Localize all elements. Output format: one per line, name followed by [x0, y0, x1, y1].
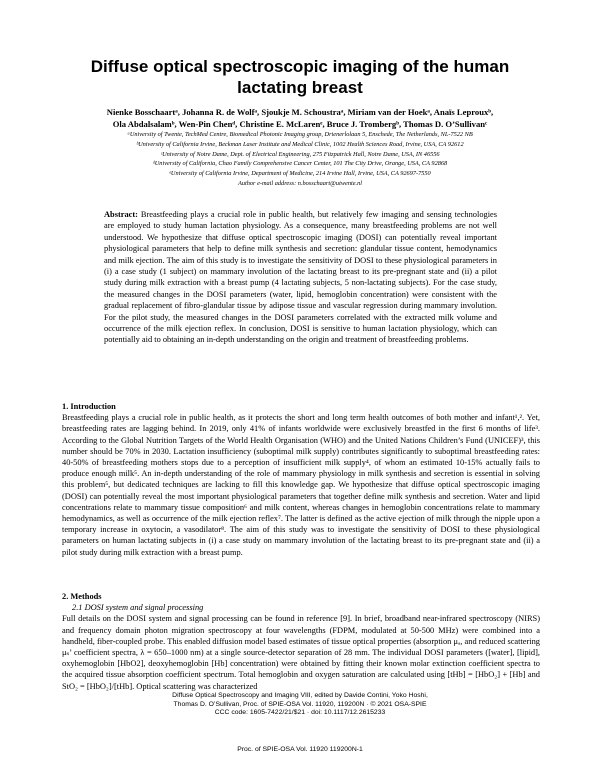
footer-line-2: Thomas D. O’Sullivan, Proc. of SPIE-OSA Vol. 11920, 119200N · © 2021 OSA-SPIE — [173, 700, 427, 708]
abstract-text: Breastfeeding plays a crucial role in public health, but relatively few imaging and sensing technologies are employed to study human lactation physiology. As a consequence, many breastfeeding problems are not well understood. We hypothesize that diffuse optical spectroscopic imaging (DOSI) can potentially reveal important physiological parameters that help to define milk synthesis and secretion: glandular tissue content, hemodynamics and milk ejection. The aim of this study is to investigate the sensitivity of DOSI to these physiological parameters in (i) a case study (1 subject) on mammary involution of the lactating breast to its pre-pregnant state and (ii) a pilot study during milk extraction with a breast pump (4 lactating subjects, 5 non-lactating subjects). For the case study, the measured changes in the DOSI parameters (water, lipid, hemoglobin concentration) were consistent with the gradual replacement of fibro-glandular tissue by adipose tissue and vascular regression during mammary involution. For the pilot study, the measured changes in the DOSI parameters correlated with the extracted milk volume and occurrence of the milk ejection reflex. In conclusion, DOSI is sensitive to human lactation physiology, which can potentially aid to obtaining an in-depth understanding on the origin and treatment of breastfeeding problems. — [104, 210, 498, 345]
footer-line-3: CCC code: 1605-7422/21/$21 · doi: 10.1117/12.2615233 — [214, 709, 386, 717]
methods-section — [62, 591, 540, 692]
title-line-2: lactating breast — [237, 78, 363, 97]
footer-line-1: Diffuse Optical Spectroscopy and Imaging VIII, edited by Davide Contini, Yoko Hoshi, — [172, 692, 428, 699]
paper-title — [60, 56, 540, 98]
affiliation-b: ᵇUniversity of California Irvine, Beckman Laser Institute and Medical Clinic, 1002 Health Sciences Road, Irvine, USA, CA 92612 — [136, 140, 464, 148]
methods-subheading: 2.1 DOSI system and signal processing — [72, 603, 204, 613]
author-list — [40, 107, 560, 130]
methods-text: Full details on the DOSI system and signal processing can be found in reference [9]. In brief, broadband near-infrared spectroscopy (NIRS) and frequency domain photon migration spectroscopy at four wavelengths (FDPM, modulated at 50-500 MHz) were combined into a handheld, fiber-coupled probe. This enabled diffusion model based estimates of tissue optical properties (absorption μₐ, and reduced scattering μₛ’ coefficient spectra, λ = 650–1000 nm) at a single source-detector separation of 28 mm. The individual DOSI parameters ([water], [lipid], oxyhemoglobin [HbO2], deoxyhemoglobin [Hb] concentration) were obtained by fitting their known molar extinction coefficient spectra to the acquired tissue absorption coefficient spectrum. Total hemoglobin and oxygen saturation are calculated using [tHb] = [HbO₂] + [Hb] and StO₂ = [HbO₂]/[tHb]. Optical scattering was characterized — [62, 614, 540, 691]
affiliations — [40, 130, 560, 189]
affiliation-c: ᶜUniversity of Notre Dame, Dept. of Electrical Engineering, 275 Fitzpatrick Hall, Notre Dame, USA, IN 46556 — [160, 150, 440, 158]
publication-footer — [60, 692, 540, 718]
author-email: Author e-mail address: n.bosschaart@utwente.nl — [238, 179, 362, 187]
affiliation-a: ᵃUniversity of Twente, TechMed Centre, Biomedical Photonic Imaging group, Drienerlolaan 5, Enschede, The Netherlands, NL-7522 NB — [127, 131, 473, 138]
page-number: Proc. of SPIE-OSA Vol. 11920 119200N-1 — [237, 746, 363, 753]
affiliation-e: ᵉUniversity of California Irvine, Department of Medicine, 214 Irvine Hall, Irvine, USA, CA 92697-7550 — [169, 170, 431, 178]
authors-line-2: Ola Abdalsalamᵇ, Wen-Pin Chenᵈ, Christine E. McLarenᵉ, Bruce J. Trombergᵇ, Thomas D. O’Sullivanᶜ — [112, 118, 488, 129]
affiliation-d: ᵈUniversity of California, Chao Family Comprehensive Cancer Center, 101 The City Drive, Orange, USA, CA 92868 — [152, 160, 448, 168]
introduction-text: Breastfeeding plays a crucial role in public health, as it protects the short and long term health outcomes of both mother and infant¹,². Yet, breastfeeding rates are lagging behind. In 2019, only 41% of infants worldwide were exclusively breastfed in the first 6 months of life³. According to the Global Nutrition Targets of the World Health Organisation (WHO) and the United Nations Children’s Fund (UNICEF)³, this number should be 70% in 2030. Lactation insufficiency (suboptimal milk supply) contributes significantly to suboptimal breastfeeding rates: 40-50% of breastfeeding mothers stops due to a perception of insufficient milk supply⁴, of whom an estimated 10-15% actually fails to produce enough milk⁵. An in-depth understanding of the role of mammary physiology in milk synthesis and secretion is essential in solving this problem⁵, but dedicated techniques are lacking to fill this knowledge gap. We hypothesize that diffuse optical spectroscopic imaging (DOSI) can potentially reveal the most important physiological parameters that together define milk synthesis and secretion. Water and lipid concentrations relate to mammary tissue composition⁶ and milk content, whereas changes in hemoglobin concentrations relate to mammary hemodynamics, as well as occurrence of the milk ejection reflex⁷. The latter is defined as the active ejection of milk through the nipple upon a temporary increase in oxytocin, a vasodilator⁸. The aim of this study was to investigate the sensitivity of DOSI to these physiological parameters on human lactating subjects in (i) a case study on mammary involution of the lactating breast to its pre-pregnant state and (ii) a pilot study during milk extraction with a breast pump. — [62, 413, 540, 557]
introduction-section — [62, 401, 540, 558]
title-line-1: Diffuse optical spectroscopic imaging of the human — [90, 57, 510, 76]
introduction-heading: 1. Introduction — [62, 402, 116, 411]
methods-heading: 2. Methods — [62, 592, 102, 601]
abstract — [104, 209, 497, 346]
authors-line-1: Nienke Bosschaartᵃ, Johanna R. de Wolfᵃ, Sjoukje M. Schoustraᵃ, Miriam van der Hoekᵃ, Anaïs Leprouxᵇ, — [106, 107, 494, 117]
abstract-label: Abstract: — [104, 210, 138, 219]
